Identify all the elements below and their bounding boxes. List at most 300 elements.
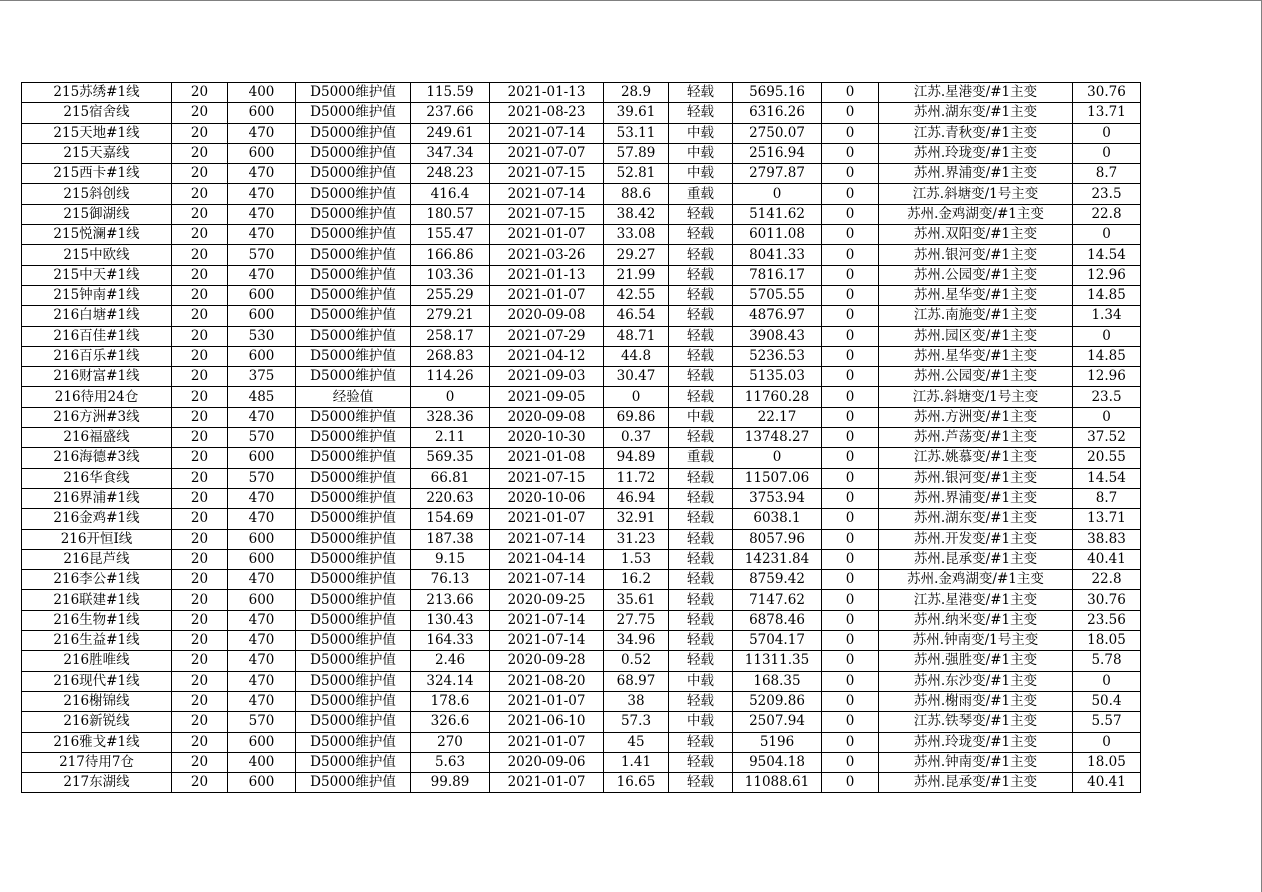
rated-current-cell[interactable]: 470 (228, 651, 296, 671)
date-cell[interactable]: 2021-06-10 (490, 712, 604, 732)
load-status-cell[interactable]: 轻载 (669, 570, 733, 590)
load-rate-cell[interactable]: 42.55 (604, 285, 669, 305)
load-status-cell[interactable]: 中载 (669, 164, 733, 184)
available-capacity-cell[interactable]: 5209.86 (733, 691, 822, 711)
transformer-load-cell[interactable]: 23.5 (1073, 387, 1141, 407)
load-status-cell[interactable]: 轻载 (669, 387, 733, 407)
load-rate-cell[interactable]: 35.61 (604, 590, 669, 610)
load-status-cell[interactable]: 轻载 (669, 204, 733, 224)
line-name-cell[interactable]: 215钟南#1线 (22, 285, 172, 305)
count-cell[interactable]: 0 (822, 103, 879, 123)
transformer-cell[interactable]: 苏州.银河变/#1主变 (879, 468, 1073, 488)
count-cell[interactable]: 0 (822, 773, 879, 793)
rated-current-cell[interactable]: 570 (228, 468, 296, 488)
voltage-cell[interactable]: 20 (172, 712, 228, 732)
voltage-cell[interactable]: 20 (172, 326, 228, 346)
load-rate-cell[interactable]: 16.2 (604, 570, 669, 590)
voltage-cell[interactable]: 20 (172, 184, 228, 204)
rated-current-cell[interactable]: 470 (228, 509, 296, 529)
current-value-cell[interactable]: 255.29 (411, 285, 490, 305)
source-cell[interactable]: D5000维护值 (296, 306, 411, 326)
date-cell[interactable]: 2020-09-08 (490, 407, 604, 427)
source-cell[interactable]: D5000维护值 (296, 631, 411, 651)
transformer-load-cell[interactable]: 20.55 (1073, 448, 1141, 468)
voltage-cell[interactable]: 20 (172, 752, 228, 772)
line-name-cell[interactable]: 215中欧线 (22, 245, 172, 265)
transformer-load-cell[interactable]: 14.54 (1073, 468, 1141, 488)
voltage-cell[interactable]: 20 (172, 83, 228, 103)
date-cell[interactable]: 2021-07-15 (490, 468, 604, 488)
line-name-cell[interactable]: 216海德#3线 (22, 448, 172, 468)
available-capacity-cell[interactable]: 11760.28 (733, 387, 822, 407)
transformer-load-cell[interactable]: 37.52 (1073, 428, 1141, 448)
rated-current-cell[interactable]: 600 (228, 773, 296, 793)
available-capacity-cell[interactable]: 3908.43 (733, 326, 822, 346)
transformer-cell[interactable]: 江苏.姚慕变/#1主变 (879, 448, 1073, 468)
transformer-cell[interactable]: 苏州.双阳变/#1主变 (879, 225, 1073, 245)
source-cell[interactable]: D5000维护值 (296, 367, 411, 387)
current-value-cell[interactable]: 268.83 (411, 346, 490, 366)
voltage-cell[interactable]: 20 (172, 691, 228, 711)
date-cell[interactable]: 2020-10-30 (490, 428, 604, 448)
date-cell[interactable]: 2021-01-07 (490, 691, 604, 711)
load-status-cell[interactable]: 轻载 (669, 306, 733, 326)
source-cell[interactable]: D5000维护值 (296, 448, 411, 468)
voltage-cell[interactable]: 20 (172, 610, 228, 630)
available-capacity-cell[interactable]: 7816.17 (733, 265, 822, 285)
count-cell[interactable]: 0 (822, 509, 879, 529)
date-cell[interactable]: 2021-01-07 (490, 509, 604, 529)
count-cell[interactable]: 0 (822, 651, 879, 671)
source-cell[interactable]: D5000维护值 (296, 529, 411, 549)
count-cell[interactable]: 0 (822, 326, 879, 346)
source-cell[interactable]: 经验值 (296, 387, 411, 407)
count-cell[interactable]: 0 (822, 590, 879, 610)
load-status-cell[interactable]: 重载 (669, 184, 733, 204)
transformer-cell[interactable]: 苏州.钟南变/1号主变 (879, 631, 1073, 651)
transformer-cell[interactable]: 苏州.银河变/#1主变 (879, 245, 1073, 265)
load-rate-cell[interactable]: 1.53 (604, 549, 669, 569)
line-name-cell[interactable]: 216生益#1线 (22, 631, 172, 651)
transformer-load-cell[interactable]: 12.96 (1073, 265, 1141, 285)
load-rate-cell[interactable]: 0.37 (604, 428, 669, 448)
transformer-load-cell[interactable]: 5.78 (1073, 651, 1141, 671)
date-cell[interactable]: 2021-04-12 (490, 346, 604, 366)
available-capacity-cell[interactable]: 4876.97 (733, 306, 822, 326)
line-name-cell[interactable]: 217东湖线 (22, 773, 172, 793)
available-capacity-cell[interactable]: 5705.55 (733, 285, 822, 305)
rated-current-cell[interactable]: 570 (228, 428, 296, 448)
source-cell[interactable]: D5000维护值 (296, 103, 411, 123)
current-value-cell[interactable]: 130.43 (411, 610, 490, 630)
available-capacity-cell[interactable]: 5704.17 (733, 631, 822, 651)
transformer-load-cell[interactable]: 0 (1073, 326, 1141, 346)
count-cell[interactable]: 0 (822, 346, 879, 366)
available-capacity-cell[interactable]: 2516.94 (733, 143, 822, 163)
rated-current-cell[interactable]: 470 (228, 671, 296, 691)
rated-current-cell[interactable]: 600 (228, 549, 296, 569)
voltage-cell[interactable]: 20 (172, 651, 228, 671)
load-status-cell[interactable]: 轻载 (669, 326, 733, 346)
transformer-cell[interactable]: 江苏.斜塘变/1号主变 (879, 184, 1073, 204)
source-cell[interactable]: D5000维护值 (296, 326, 411, 346)
voltage-cell[interactable]: 20 (172, 732, 228, 752)
voltage-cell[interactable]: 20 (172, 590, 228, 610)
load-rate-cell[interactable]: 16.65 (604, 773, 669, 793)
line-name-cell[interactable]: 216生物#1线 (22, 610, 172, 630)
load-status-cell[interactable]: 轻载 (669, 103, 733, 123)
rated-current-cell[interactable]: 470 (228, 691, 296, 711)
count-cell[interactable]: 0 (822, 245, 879, 265)
line-name-cell[interactable]: 216昆芦线 (22, 549, 172, 569)
available-capacity-cell[interactable]: 6316.26 (733, 103, 822, 123)
count-cell[interactable]: 0 (822, 367, 879, 387)
load-rate-cell[interactable]: 11.72 (604, 468, 669, 488)
count-cell[interactable]: 0 (822, 265, 879, 285)
load-status-cell[interactable]: 轻载 (669, 346, 733, 366)
load-rate-cell[interactable]: 88.6 (604, 184, 669, 204)
transformer-load-cell[interactable]: 0 (1073, 123, 1141, 143)
load-status-cell[interactable]: 轻载 (669, 631, 733, 651)
date-cell[interactable]: 2021-09-03 (490, 367, 604, 387)
current-value-cell[interactable]: 213.66 (411, 590, 490, 610)
voltage-cell[interactable]: 20 (172, 346, 228, 366)
date-cell[interactable]: 2020-09-08 (490, 306, 604, 326)
voltage-cell[interactable]: 20 (172, 225, 228, 245)
transformer-cell[interactable]: 苏州.东沙变/#1主变 (879, 671, 1073, 691)
voltage-cell[interactable]: 20 (172, 103, 228, 123)
transformer-cell[interactable]: 江苏.青秋变/#1主变 (879, 123, 1073, 143)
available-capacity-cell[interactable]: 5135.03 (733, 367, 822, 387)
available-capacity-cell[interactable]: 2797.87 (733, 164, 822, 184)
count-cell[interactable]: 0 (822, 732, 879, 752)
transformer-cell[interactable]: 苏州.芦荡变/#1主变 (879, 428, 1073, 448)
rated-current-cell[interactable]: 570 (228, 712, 296, 732)
load-rate-cell[interactable]: 39.61 (604, 103, 669, 123)
load-status-cell[interactable]: 轻载 (669, 752, 733, 772)
current-value-cell[interactable]: 9.15 (411, 549, 490, 569)
load-rate-cell[interactable]: 0.52 (604, 651, 669, 671)
current-value-cell[interactable]: 178.6 (411, 691, 490, 711)
load-status-cell[interactable]: 轻载 (669, 773, 733, 793)
transformer-load-cell[interactable]: 18.05 (1073, 752, 1141, 772)
date-cell[interactable]: 2021-07-14 (490, 529, 604, 549)
transformer-cell[interactable]: 苏州.玲珑变/#1主变 (879, 143, 1073, 163)
load-status-cell[interactable]: 轻载 (669, 285, 733, 305)
source-cell[interactable]: D5000维护值 (296, 509, 411, 529)
line-name-cell[interactable]: 216百佳#1线 (22, 326, 172, 346)
voltage-cell[interactable]: 20 (172, 488, 228, 508)
rated-current-cell[interactable]: 470 (228, 204, 296, 224)
available-capacity-cell[interactable]: 6878.46 (733, 610, 822, 630)
available-capacity-cell[interactable]: 6038.1 (733, 509, 822, 529)
load-rate-cell[interactable]: 44.8 (604, 346, 669, 366)
load-rate-cell[interactable]: 31.23 (604, 529, 669, 549)
transformer-load-cell[interactable]: 0 (1073, 671, 1141, 691)
date-cell[interactable]: 2021-07-14 (490, 123, 604, 143)
voltage-cell[interactable]: 20 (172, 468, 228, 488)
transformer-cell[interactable]: 苏州.钟南变/#1主变 (879, 752, 1073, 772)
date-cell[interactable]: 2021-01-13 (490, 265, 604, 285)
load-status-cell[interactable]: 中载 (669, 143, 733, 163)
count-cell[interactable]: 0 (822, 570, 879, 590)
line-name-cell[interactable]: 216白塘#1线 (22, 306, 172, 326)
transformer-cell[interactable]: 苏州.开发变/#1主变 (879, 529, 1073, 549)
transformer-cell[interactable]: 苏州.纳米变/#1主变 (879, 610, 1073, 630)
count-cell[interactable]: 0 (822, 387, 879, 407)
count-cell[interactable]: 0 (822, 691, 879, 711)
current-value-cell[interactable]: 154.69 (411, 509, 490, 529)
current-value-cell[interactable]: 76.13 (411, 570, 490, 590)
transformer-load-cell[interactable]: 50.4 (1073, 691, 1141, 711)
voltage-cell[interactable]: 20 (172, 306, 228, 326)
transformer-load-cell[interactable]: 30.76 (1073, 83, 1141, 103)
date-cell[interactable]: 2021-07-15 (490, 164, 604, 184)
load-rate-cell[interactable]: 69.86 (604, 407, 669, 427)
current-value-cell[interactable]: 155.47 (411, 225, 490, 245)
source-cell[interactable]: D5000维护值 (296, 265, 411, 285)
transformer-load-cell[interactable]: 0 (1073, 407, 1141, 427)
date-cell[interactable]: 2021-01-13 (490, 83, 604, 103)
load-rate-cell[interactable]: 46.54 (604, 306, 669, 326)
transformer-cell[interactable]: 苏州.方洲变/#1主变 (879, 407, 1073, 427)
date-cell[interactable]: 2021-07-29 (490, 326, 604, 346)
line-name-cell[interactable]: 215宿舍线 (22, 103, 172, 123)
line-name-cell[interactable]: 216现代#1线 (22, 671, 172, 691)
transformer-load-cell[interactable]: 38.83 (1073, 529, 1141, 549)
source-cell[interactable]: D5000维护值 (296, 245, 411, 265)
current-value-cell[interactable]: 164.33 (411, 631, 490, 651)
available-capacity-cell[interactable]: 6011.08 (733, 225, 822, 245)
count-cell[interactable]: 0 (822, 407, 879, 427)
date-cell[interactable]: 2021-01-07 (490, 732, 604, 752)
current-value-cell[interactable]: 115.59 (411, 83, 490, 103)
load-status-cell[interactable]: 中载 (669, 123, 733, 143)
rated-current-cell[interactable]: 400 (228, 752, 296, 772)
load-rate-cell[interactable]: 94.89 (604, 448, 669, 468)
date-cell[interactable]: 2021-07-14 (490, 610, 604, 630)
transformer-load-cell[interactable]: 18.05 (1073, 631, 1141, 651)
current-value-cell[interactable]: 258.17 (411, 326, 490, 346)
rated-current-cell[interactable]: 600 (228, 346, 296, 366)
line-name-cell[interactable]: 216新锐线 (22, 712, 172, 732)
rated-current-cell[interactable]: 530 (228, 326, 296, 346)
current-value-cell[interactable]: 416.4 (411, 184, 490, 204)
count-cell[interactable]: 0 (822, 610, 879, 630)
transformer-load-cell[interactable]: 40.41 (1073, 773, 1141, 793)
source-cell[interactable]: D5000维护值 (296, 773, 411, 793)
load-rate-cell[interactable]: 38 (604, 691, 669, 711)
line-name-cell[interactable]: 215西卡#1线 (22, 164, 172, 184)
source-cell[interactable]: D5000维护值 (296, 732, 411, 752)
available-capacity-cell[interactable]: 8041.33 (733, 245, 822, 265)
available-capacity-cell[interactable]: 8057.96 (733, 529, 822, 549)
rated-current-cell[interactable]: 485 (228, 387, 296, 407)
count-cell[interactable]: 0 (822, 448, 879, 468)
load-status-cell[interactable]: 中载 (669, 407, 733, 427)
date-cell[interactable]: 2021-07-14 (490, 184, 604, 204)
transformer-load-cell[interactable]: 22.8 (1073, 570, 1141, 590)
available-capacity-cell[interactable]: 22.17 (733, 407, 822, 427)
date-cell[interactable]: 2021-01-08 (490, 448, 604, 468)
rated-current-cell[interactable]: 400 (228, 83, 296, 103)
source-cell[interactable]: D5000维护值 (296, 285, 411, 305)
transformer-cell[interactable]: 江苏.星港变/#1主变 (879, 83, 1073, 103)
rated-current-cell[interactable]: 470 (228, 184, 296, 204)
source-cell[interactable]: D5000维护值 (296, 428, 411, 448)
line-name-cell[interactable]: 216胜唯线 (22, 651, 172, 671)
voltage-cell[interactable]: 20 (172, 164, 228, 184)
line-name-cell[interactable]: 216金鸡#1线 (22, 509, 172, 529)
count-cell[interactable]: 0 (822, 184, 879, 204)
transformer-load-cell[interactable]: 0 (1073, 143, 1141, 163)
line-name-cell[interactable]: 216福盛线 (22, 428, 172, 448)
line-name-cell[interactable]: 216财富#1线 (22, 367, 172, 387)
load-rate-cell[interactable]: 21.99 (604, 265, 669, 285)
transformer-load-cell[interactable]: 22.8 (1073, 204, 1141, 224)
current-value-cell[interactable]: 569.35 (411, 448, 490, 468)
transformer-cell[interactable]: 苏州.湖东变/#1主变 (879, 509, 1073, 529)
transformer-cell[interactable]: 江苏.斜塘变/1号主变 (879, 387, 1073, 407)
count-cell[interactable]: 0 (822, 164, 879, 184)
load-status-cell[interactable]: 轻载 (669, 590, 733, 610)
transformer-cell[interactable]: 苏州.湖东变/#1主变 (879, 103, 1073, 123)
line-name-cell[interactable]: 217待用7仓 (22, 752, 172, 772)
load-status-cell[interactable]: 轻载 (669, 225, 733, 245)
available-capacity-cell[interactable]: 2750.07 (733, 123, 822, 143)
voltage-cell[interactable]: 20 (172, 285, 228, 305)
source-cell[interactable]: D5000维护值 (296, 590, 411, 610)
load-rate-cell[interactable]: 1.41 (604, 752, 669, 772)
transformer-cell[interactable]: 江苏.铁琴变/#1主变 (879, 712, 1073, 732)
source-cell[interactable]: D5000维护值 (296, 468, 411, 488)
available-capacity-cell[interactable]: 11088.61 (733, 773, 822, 793)
load-status-cell[interactable]: 轻载 (669, 83, 733, 103)
source-cell[interactable]: D5000维护值 (296, 346, 411, 366)
voltage-cell[interactable]: 20 (172, 387, 228, 407)
current-value-cell[interactable]: 326.6 (411, 712, 490, 732)
date-cell[interactable]: 2021-07-14 (490, 570, 604, 590)
date-cell[interactable]: 2021-08-23 (490, 103, 604, 123)
count-cell[interactable]: 0 (822, 306, 879, 326)
voltage-cell[interactable]: 20 (172, 509, 228, 529)
count-cell[interactable]: 0 (822, 671, 879, 691)
count-cell[interactable]: 0 (822, 285, 879, 305)
transformer-cell[interactable]: 江苏.星港变/#1主变 (879, 590, 1073, 610)
date-cell[interactable]: 2021-01-07 (490, 285, 604, 305)
current-value-cell[interactable]: 279.21 (411, 306, 490, 326)
date-cell[interactable]: 2020-09-28 (490, 651, 604, 671)
load-rate-cell[interactable]: 30.47 (604, 367, 669, 387)
load-rate-cell[interactable]: 53.11 (604, 123, 669, 143)
transformer-load-cell[interactable]: 14.85 (1073, 346, 1141, 366)
available-capacity-cell[interactable]: 3753.94 (733, 488, 822, 508)
transformer-cell[interactable]: 苏州.星华变/#1主变 (879, 285, 1073, 305)
transformer-load-cell[interactable]: 1.34 (1073, 306, 1141, 326)
load-status-cell[interactable]: 轻载 (669, 488, 733, 508)
date-cell[interactable]: 2021-08-20 (490, 671, 604, 691)
load-status-cell[interactable]: 轻载 (669, 529, 733, 549)
transformer-load-cell[interactable]: 0 (1073, 225, 1141, 245)
current-value-cell[interactable]: 249.61 (411, 123, 490, 143)
transformer-cell[interactable]: 苏州.金鸡湖变/#1主变 (879, 570, 1073, 590)
date-cell[interactable]: 2021-09-05 (490, 387, 604, 407)
count-cell[interactable]: 0 (822, 83, 879, 103)
transformer-load-cell[interactable]: 14.54 (1073, 245, 1141, 265)
current-value-cell[interactable]: 328.36 (411, 407, 490, 427)
date-cell[interactable]: 2021-07-15 (490, 204, 604, 224)
voltage-cell[interactable]: 20 (172, 204, 228, 224)
current-value-cell[interactable]: 237.66 (411, 103, 490, 123)
date-cell[interactable]: 2021-03-26 (490, 245, 604, 265)
date-cell[interactable]: 2020-09-25 (490, 590, 604, 610)
load-rate-cell[interactable]: 52.81 (604, 164, 669, 184)
voltage-cell[interactable]: 20 (172, 265, 228, 285)
available-capacity-cell[interactable]: 11311.35 (733, 651, 822, 671)
source-cell[interactable]: D5000维护值 (296, 610, 411, 630)
source-cell[interactable]: D5000维护值 (296, 83, 411, 103)
available-capacity-cell[interactable]: 5196 (733, 732, 822, 752)
current-value-cell[interactable]: 0 (411, 387, 490, 407)
load-status-cell[interactable]: 中载 (669, 671, 733, 691)
load-status-cell[interactable]: 重载 (669, 448, 733, 468)
current-value-cell[interactable]: 248.23 (411, 164, 490, 184)
current-value-cell[interactable]: 220.63 (411, 488, 490, 508)
source-cell[interactable]: D5000维护值 (296, 691, 411, 711)
source-cell[interactable]: D5000维护值 (296, 123, 411, 143)
rated-current-cell[interactable]: 600 (228, 285, 296, 305)
rated-current-cell[interactable]: 570 (228, 245, 296, 265)
load-rate-cell[interactable]: 68.97 (604, 671, 669, 691)
transformer-cell[interactable]: 苏州.界浦变/#1主变 (879, 164, 1073, 184)
rated-current-cell[interactable]: 470 (228, 610, 296, 630)
voltage-cell[interactable]: 20 (172, 407, 228, 427)
available-capacity-cell[interactable]: 7147.62 (733, 590, 822, 610)
available-capacity-cell[interactable]: 5141.62 (733, 204, 822, 224)
available-capacity-cell[interactable]: 5695.16 (733, 83, 822, 103)
voltage-cell[interactable]: 20 (172, 245, 228, 265)
load-status-cell[interactable]: 轻载 (669, 428, 733, 448)
transformer-load-cell[interactable]: 8.7 (1073, 164, 1141, 184)
line-name-cell[interactable]: 216华食线 (22, 468, 172, 488)
rated-current-cell[interactable]: 600 (228, 143, 296, 163)
current-value-cell[interactable]: 114.26 (411, 367, 490, 387)
line-name-cell[interactable]: 216界浦#1线 (22, 488, 172, 508)
rated-current-cell[interactable]: 600 (228, 732, 296, 752)
current-value-cell[interactable]: 103.36 (411, 265, 490, 285)
date-cell[interactable]: 2021-01-07 (490, 773, 604, 793)
load-rate-cell[interactable]: 34.96 (604, 631, 669, 651)
date-cell[interactable]: 2020-09-06 (490, 752, 604, 772)
rated-current-cell[interactable]: 470 (228, 164, 296, 184)
load-rate-cell[interactable]: 45 (604, 732, 669, 752)
load-status-cell[interactable]: 轻载 (669, 549, 733, 569)
load-rate-cell[interactable]: 46.94 (604, 488, 669, 508)
source-cell[interactable]: D5000维护值 (296, 143, 411, 163)
transformer-load-cell[interactable]: 8.7 (1073, 488, 1141, 508)
load-status-cell[interactable]: 轻载 (669, 651, 733, 671)
available-capacity-cell[interactable]: 0 (733, 448, 822, 468)
transformer-load-cell[interactable]: 0 (1073, 732, 1141, 752)
transformer-cell[interactable]: 苏州.公园变/#1主变 (879, 367, 1073, 387)
current-value-cell[interactable]: 347.34 (411, 143, 490, 163)
voltage-cell[interactable]: 20 (172, 671, 228, 691)
line-name-cell[interactable]: 215苏绣#1线 (22, 83, 172, 103)
current-value-cell[interactable]: 99.89 (411, 773, 490, 793)
load-status-cell[interactable]: 轻载 (669, 468, 733, 488)
line-name-cell[interactable]: 215御湖线 (22, 204, 172, 224)
source-cell[interactable]: D5000维护值 (296, 225, 411, 245)
